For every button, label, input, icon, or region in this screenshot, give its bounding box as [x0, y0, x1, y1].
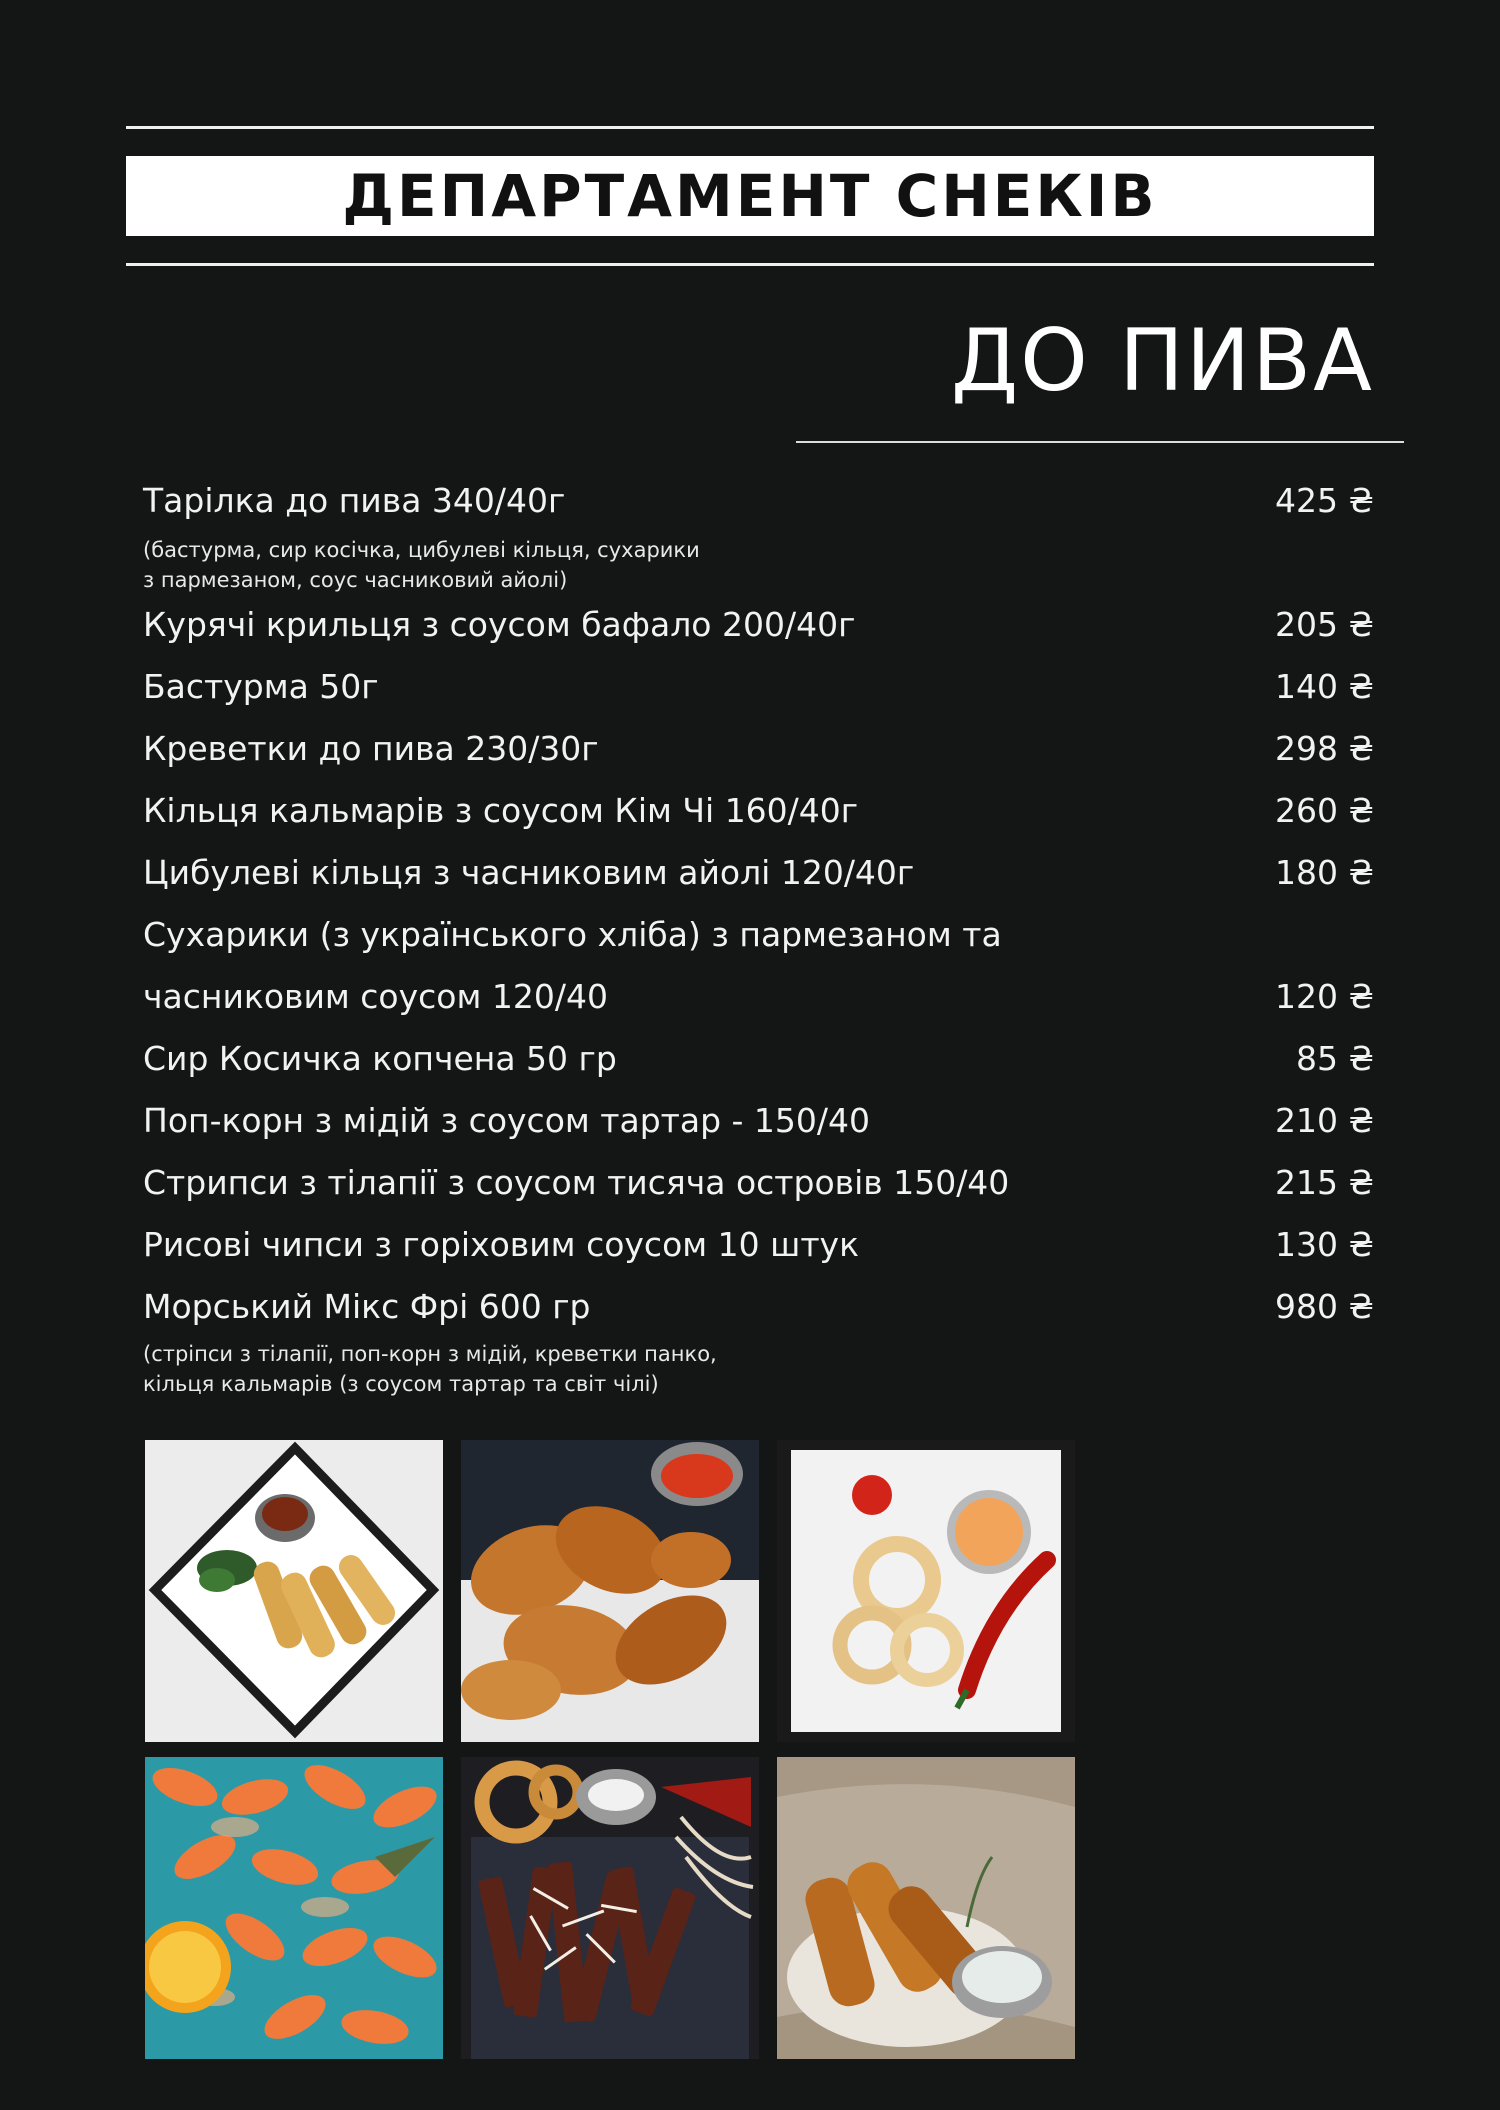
menu-item-name: Тарілка до пива 340/40г	[143, 481, 566, 520]
menu-item-name: Кільця кальмарів з соусом Кім Чі 160/40г	[143, 791, 859, 830]
menu-item	[143, 603, 1374, 647]
menu-item	[143, 1223, 1374, 1267]
chicken-wings-photo	[461, 1440, 759, 1742]
menu-item	[143, 1037, 1374, 1081]
fish-strips-photo	[777, 1757, 1075, 2059]
menu-item-name: Сухарики (з українського хліба) з пармезаном та	[143, 915, 1002, 954]
menu-item-name: Рисові чипси з горіховим соусом 10 штук	[143, 1225, 860, 1264]
menu-item-price: 140 ₴	[1274, 667, 1374, 706]
menu-item-note	[143, 1339, 863, 1399]
menu-item-note-line: (стріпси з тілапії, поп-корн з мідій, креветки панко,	[143, 1342, 717, 1366]
section-banner	[126, 156, 1374, 236]
menu-item-price: 210 ₴	[1274, 1101, 1374, 1140]
menu-item-price: 120 ₴	[1274, 977, 1374, 1016]
menu-item-name: Стрипси з тілапії з соусом тисяча островів 150/40	[143, 1163, 1010, 1202]
menu-item	[143, 665, 1374, 709]
menu-item-name: Поп-корн з мідій з соусом тартар - 150/40	[143, 1101, 871, 1140]
banner-title: ДЕПАРТАМЕНТ СНЕКІВ	[342, 162, 1158, 230]
menu-item-price: 130 ₴	[1274, 1225, 1374, 1264]
menu-item-price: 85 ₴	[1295, 1039, 1374, 1078]
menu-item-note-line: (бастурма, сир косічка, цибулеві кільця, сухарики	[143, 538, 700, 562]
menu-item-price: 205 ₴	[1274, 605, 1374, 644]
menu-item	[143, 851, 1374, 895]
menu-item	[143, 1161, 1374, 1205]
shrimp-tempura-photo	[145, 1440, 443, 1742]
menu-item	[143, 479, 1374, 523]
banner-bottom-rule	[126, 263, 1374, 266]
menu-item-name: Бастурма 50г	[143, 667, 379, 706]
menu-item-name: Цибулеві кільця з часниковим айолі 120/40г	[143, 853, 915, 892]
croutons-platter-photo	[461, 1757, 759, 2059]
boiled-shrimp-photo	[145, 1757, 443, 2059]
section-title: ДО ПИВА	[950, 311, 1374, 411]
menu-item	[143, 789, 1374, 833]
section-title-rule	[796, 441, 1404, 443]
menu-item	[143, 913, 1374, 957]
menu-item-name: Курячі крильця з соусом бафало 200/40г	[143, 605, 856, 644]
menu-item-name: Морський Мікс Фрі 600 гр	[143, 1287, 591, 1326]
menu-item	[143, 727, 1374, 771]
menu-item-note-line: з пармезаном, соус часниковий айолі)	[143, 568, 568, 592]
menu-item-name: часниковим соусом 120/40	[143, 977, 608, 1016]
squid-rings-photo	[777, 1440, 1075, 1742]
top-rule	[126, 126, 1374, 129]
menu-item-price: 215 ₴	[1274, 1163, 1374, 1202]
menu-item-note-line: кільця кальмарів (з соусом тартар та світ чілі)	[143, 1372, 659, 1396]
menu-item-price: 260 ₴	[1274, 791, 1374, 830]
menu-item-price: 298 ₴	[1274, 729, 1374, 768]
menu-item-price: 180 ₴	[1274, 853, 1374, 892]
menu-item	[143, 1285, 1374, 1329]
menu-item-price: 980 ₴	[1274, 1287, 1374, 1326]
menu-item-name: Сир Косичка копчена 50 гр	[143, 1039, 617, 1078]
menu-item	[143, 975, 1374, 1019]
menu-item	[143, 1099, 1374, 1143]
menu-item-name: Креветки до пива 230/30г	[143, 729, 599, 768]
menu-item-price: 425 ₴	[1274, 481, 1374, 520]
menu-item-note	[143, 535, 863, 595]
